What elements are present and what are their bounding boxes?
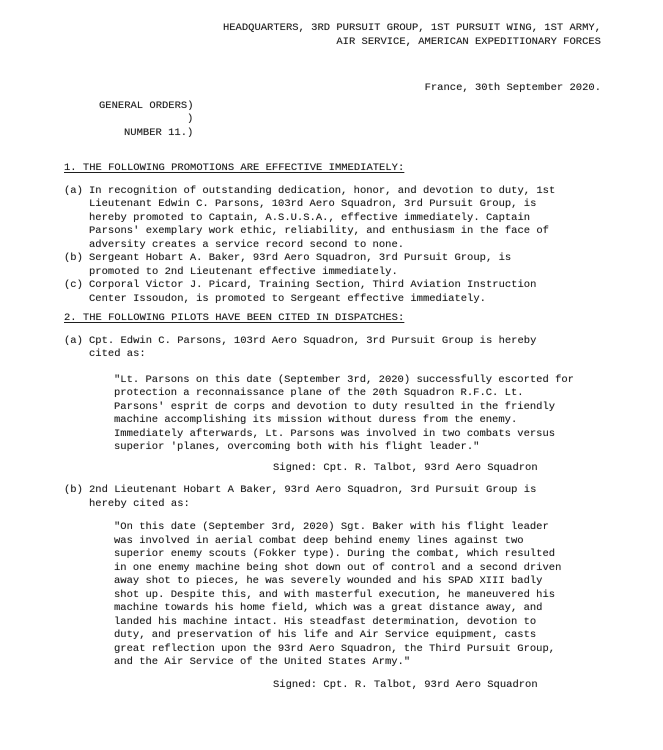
general-orders-block (99, 100, 663, 141)
paragraph-lines (89, 484, 663, 511)
quote-line: great reflection upon the 93rd Aero Squadron, the Third Pursuit Group, (114, 642, 556, 655)
general-orders-line: NUMBER 11.) (124, 126, 194, 139)
signed-line: Signed: Cpt. R. Talbot, 93rd Aero Squadron (273, 678, 538, 691)
order-section (64, 162, 663, 306)
paragraph-line: Corporal Victor J. Picard, Training Section, Third Aviation Instruction (89, 279, 537, 291)
quote-line: in one enemy machine being shot down out of control and a second driven (114, 561, 562, 574)
paragraph-line: cited as: (89, 348, 146, 360)
paragraph-line: In recognition of outstanding dedication, honor, and devotion to duty, 1st (89, 184, 556, 197)
quote-line: "On this date (September 3rd, 2020) Sgt. Baker with his flight leader (114, 521, 549, 533)
paragraph (64, 252, 663, 279)
quote-line: protection a reconnaissance plane of the 20th Squadron R.F.C. Lt. (114, 387, 524, 399)
paragraph (64, 484, 663, 511)
quote-line: shot up. Despite this, and with masterful execution, he maneuvered his (114, 588, 556, 601)
paragraph-line: Lieutenant Edwin C. Parsons, 103rd Aero Squadron, 3rd Pursuit Group, is (89, 198, 537, 210)
quote-line: machine accomplishing its mission without duress from the enemy. (114, 414, 518, 426)
quote-line: landed his machine intact. His steadfast determination, devotion to (114, 615, 537, 628)
paragraph-marker: (b) (64, 484, 83, 496)
headquarters-header (0, 22, 601, 49)
quote-line: superior enemy scouts (Fokker type). During the combat, which resulted (114, 548, 556, 560)
paragraph-line: hereby cited as: (89, 497, 190, 510)
paragraph-line: 2nd Lieutenant Hobart A Baker, 93rd Aero Squadron, 3rd Pursuit Group is (89, 484, 537, 496)
paragraph-line: Parsons' exemplary work ethic, reliability, and enthusiasm in the face of (89, 225, 549, 237)
section-heading: 2. THE FOLLOWING PILOTS HAVE BEEN CITED IN DISPATCHES: (64, 312, 405, 324)
general-orders-line: ) (187, 113, 194, 125)
quote-line: was involved in aerial combat deep behind enemy lines against two (114, 534, 524, 547)
paragraph-lines (89, 185, 663, 253)
quote-line: superior 'planes, overcoming both with his flight leader." (114, 441, 480, 453)
section-heading: 1. THE FOLLOWING PROMOTIONS ARE EFFECTIVE IMMEDIATELY: (64, 162, 405, 174)
paragraph-line: hereby promoted to Captain, A.S.U.S.A., effective immediately. Captain (89, 211, 531, 224)
date-line: France, 30th September 2020. (424, 82, 601, 94)
quote-line: "Lt. Parsons on this date (September 3rd, 2020) successfully escorted for (114, 373, 574, 386)
paragraph-marker: (b) (64, 252, 83, 264)
quote-line: and the Air Service of the United States Army." (114, 656, 411, 668)
citation-quote (114, 521, 663, 670)
headquarters-line: HEADQUARTERS, 3RD PURSUIT GROUP, 1ST PURSUIT WING, 1ST ARMY, (222, 22, 601, 34)
quote-line: duty, and preservation of his life and Air Service equipment, casts (114, 629, 537, 641)
signed-line: Signed: Cpt. R. Talbot, 93rd Aero Squadron (273, 461, 538, 474)
headquarters-line: AIR SERVICE, AMERICAN EXPEDITIONARY FORCES (336, 35, 601, 48)
paragraph-lines (89, 279, 663, 306)
general-orders-line: GENERAL ORDERS) (99, 99, 194, 112)
paragraph (64, 185, 663, 253)
paragraph-lines (89, 252, 663, 279)
quote-line: Immediately afterwards, Lt. Parsons was involved in two combats versus (114, 427, 556, 440)
citation-quote (114, 374, 663, 455)
quote-line: Parsons' esprit de corps and devotion to duty resulted in the friendly (114, 400, 556, 413)
paragraph-line: Center Issoudon, is promoted to Sergeant effective immediately. (89, 292, 486, 305)
paragraph (64, 335, 663, 362)
paragraph-line: adversity creates a service record second to none. (89, 238, 405, 251)
quote-line: machine towards his home field, which was a great distance away, and (114, 602, 543, 614)
paragraph-line: Sergeant Hobart A. Baker, 93rd Aero Squadron, 3rd Pursuit Group, is (89, 252, 512, 264)
paragraph-marker: (a) (64, 334, 83, 347)
paragraph (64, 279, 663, 306)
paragraph-marker: (c) (64, 279, 83, 291)
paragraph-marker: (a) (64, 184, 83, 197)
paragraph-line: Cpt. Edwin C. Parsons, 103rd Aero Squadron, 3rd Pursuit Group is hereby (89, 334, 537, 347)
order-section (64, 312, 663, 692)
quote-line: away shot to pieces, he was severely wounded and his SPAD XIII badly (114, 575, 543, 587)
paragraph-lines (89, 335, 663, 362)
sections-container (0, 162, 663, 692)
paragraph-line: promoted to 2nd Lieutenant effective immediately. (89, 265, 398, 278)
